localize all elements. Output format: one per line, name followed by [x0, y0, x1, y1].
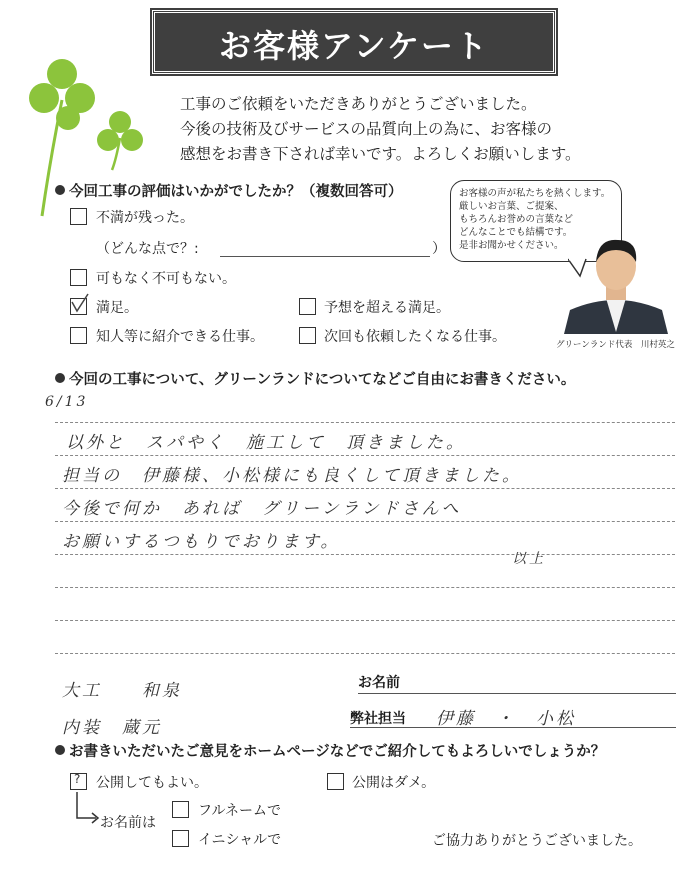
check-mark-icon	[68, 292, 92, 316]
write-line-7	[55, 620, 675, 621]
label-initial: イニシャルで	[198, 832, 282, 848]
handwritten-closing: 以上	[512, 551, 546, 567]
bubble-line-1: お客様の声が私たちを熱くします。	[459, 188, 611, 199]
label-public-ng: 公開はダメ。	[352, 775, 436, 791]
handwritten-customer-2: 内装 蔵元	[62, 718, 162, 738]
write-line-4	[55, 521, 675, 522]
bubble-line-2: 厳しいお言葉、ご提案、	[459, 201, 564, 212]
name-underline[interactable]	[358, 693, 676, 694]
label-public-ok: 公開してもよい。	[96, 775, 208, 791]
which-point-line[interactable]	[220, 256, 430, 257]
handwritten-line-4: お願いするつもりでおります。	[62, 532, 341, 552]
intro-line-3: 感想をお書き下されば幸いです。よろしくお願いします。	[180, 145, 581, 163]
write-line-8	[55, 653, 675, 654]
label-satisfied: 満足。	[96, 300, 138, 316]
bubble-line-5: 是非お聞かせください。	[459, 240, 564, 251]
intro-line-1: 工事のご依頼をいただきありがとうございました。	[180, 95, 537, 113]
label-exceed: 予想を超える満足。	[324, 300, 450, 316]
write-line-5	[55, 554, 675, 555]
q-mark: ?	[74, 772, 81, 786]
handwritten-date: 6/13	[45, 394, 89, 410]
checkbox-unsatisfied[interactable]	[70, 208, 87, 225]
label-which-close: ）	[432, 241, 446, 257]
write-line-2	[55, 455, 675, 456]
staff-underline[interactable]	[350, 727, 676, 728]
handwritten-line-2: 担当の 伊藤様、小松様にも良くして頂きました。	[62, 466, 522, 486]
ceo-portrait	[560, 232, 672, 334]
thanks-text: ご協力ありがとうございました。	[432, 833, 642, 849]
label-neutral: 可もなく不可もない。	[96, 271, 236, 287]
checkbox-initial[interactable]	[172, 830, 189, 847]
intro-line-2: 今後の技術及びサービスの品質向上の為に、お客様の	[180, 120, 553, 138]
label-full-name: フルネームで	[198, 803, 282, 819]
q2-heading: 今回の工事について、グリーンランドについてなどご自由にお書きください。	[55, 368, 575, 389]
name-label: お名前	[358, 675, 400, 691]
checkbox-public-ng[interactable]	[327, 773, 344, 790]
write-line-6	[55, 587, 675, 588]
checkbox-neutral[interactable]	[70, 269, 87, 286]
handwritten-line-1: 以外と スパやく 施工して 頂きました。	[66, 433, 466, 453]
title-banner	[152, 10, 556, 74]
handwritten-customer-1: 大工 和泉	[62, 681, 182, 701]
checkbox-exceed[interactable]	[299, 298, 316, 315]
handwritten-staff: 伊藤 ・ 小松	[436, 709, 576, 729]
page-title: お客様アンケート	[218, 27, 490, 65]
q3-heading: お書きいただいたご意見をホームページなどでご紹介してもよろしいでしょうか？	[55, 740, 605, 761]
checkbox-full-name[interactable]	[172, 801, 189, 818]
checkbox-again[interactable]	[299, 327, 316, 344]
write-line-3	[55, 488, 675, 489]
label-unsatisfied: 不満が残った。	[96, 210, 194, 226]
ceo-caption: グリーンランド代表 川村英之	[556, 340, 675, 350]
bubble-line-4: どんなことでも結構です。	[459, 227, 573, 238]
label-refer: 知人等に紹介できる仕事。	[96, 329, 264, 345]
label-again: 次回も依頼したくなる仕事。	[324, 329, 506, 345]
staff-label: 弊社担当	[350, 711, 406, 727]
label-which-point: （どんな点で？:	[96, 241, 199, 257]
q1-heading: 今回工事の評価はいかがでしたか？（複数回答可）	[55, 180, 403, 201]
write-line-1	[55, 422, 675, 423]
handwritten-line-3: 今後で何か あれば グリーンランドさんへ	[62, 499, 462, 519]
bubble-line-3: もちろんお誉めの言葉など	[459, 214, 574, 225]
checkbox-refer[interactable]	[70, 327, 87, 344]
label-name-prefix: お名前は	[100, 815, 156, 831]
